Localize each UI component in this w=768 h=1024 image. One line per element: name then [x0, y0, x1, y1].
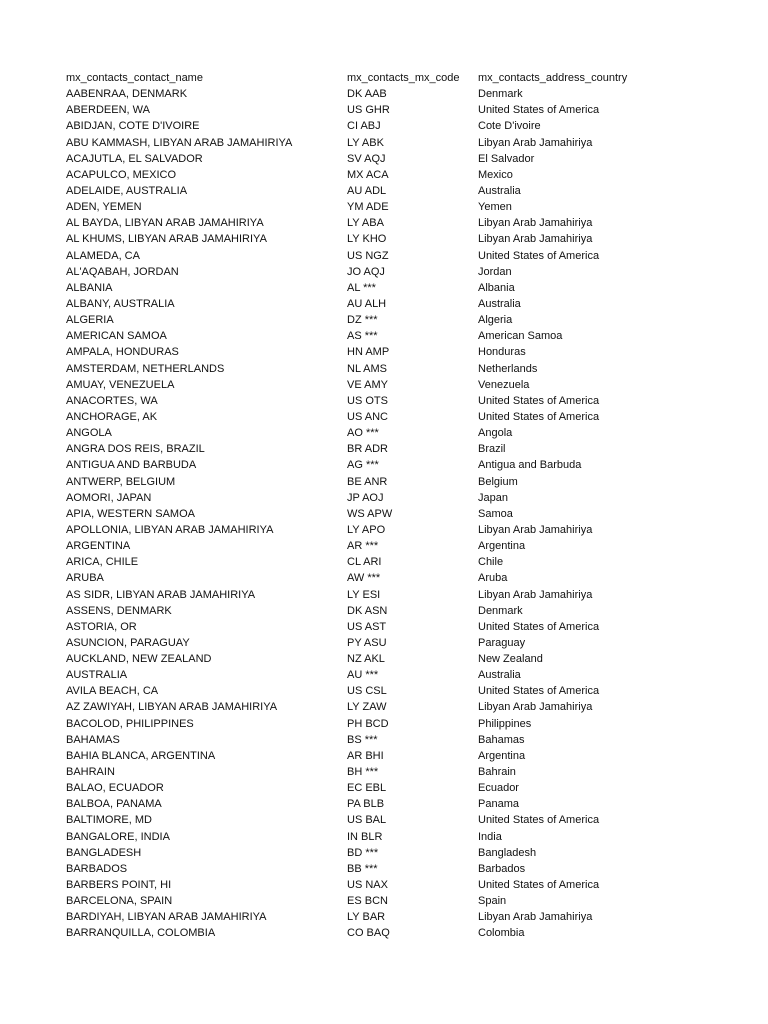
cell-mx-code: CO BAQ: [347, 927, 390, 940]
cell-mx-code: US GHR: [347, 104, 390, 117]
cell-contact-name: ASSENS, DENMARK: [66, 604, 172, 617]
table-row: [66, 877, 746, 893]
cell-address-country: Angola: [478, 427, 513, 440]
cell-contact-name: AOMORI, JAPAN: [66, 491, 152, 504]
table-row: [66, 151, 746, 167]
cell-mx-code: AW ***: [347, 572, 381, 585]
table-row: [66, 506, 746, 522]
table-row: [66, 312, 746, 328]
cell-contact-name: ANTIGUA AND BARBUDA: [66, 459, 197, 472]
cell-mx-code: AU ADL: [347, 184, 387, 197]
cell-mx-code: LY ABA: [347, 217, 384, 230]
column-header-contact-name: mx_contacts_contact_name: [66, 72, 203, 84]
cell-contact-name: BARCELONA, SPAIN: [66, 895, 173, 908]
cell-address-country: Aruba: [478, 572, 508, 585]
cell-address-country: Libyan Arab Jamahiriya: [478, 588, 593, 601]
cell-mx-code: PH BCD: [347, 717, 389, 730]
cell-contact-name: ALAMEDA, CA: [66, 249, 140, 262]
cell-contact-name: AVILA BEACH, CA: [66, 685, 159, 698]
cell-address-country: United States of America: [478, 879, 600, 892]
table-row: [66, 796, 746, 812]
cell-address-country: El Salvador: [478, 152, 535, 165]
cell-contact-name: APOLLONIA, LIBYAN ARAB JAMAHIRIYA: [66, 523, 274, 536]
table-row: [66, 328, 746, 344]
table-row: [66, 409, 746, 425]
cell-address-country: Argentina: [478, 749, 526, 762]
cell-address-country: Ecuador: [478, 782, 519, 795]
cell-mx-code: LY ZAW: [347, 701, 387, 714]
cell-contact-name: AL BAYDA, LIBYAN ARAB JAMAHIRIYA: [66, 217, 264, 230]
cell-address-country: Bahamas: [478, 733, 525, 746]
table-row: [66, 829, 746, 845]
table-row: [66, 361, 746, 377]
data-table: [66, 70, 746, 942]
table-row: [66, 651, 746, 667]
cell-contact-name: ACAJUTLA, EL SALVADOR: [66, 152, 203, 165]
table-row: [66, 425, 746, 441]
cell-mx-code: NL AMS: [347, 362, 387, 375]
cell-mx-code: SV AQJ: [347, 152, 386, 165]
table-row: [66, 183, 746, 199]
cell-address-country: Australia: [478, 184, 521, 197]
cell-address-country: Samoa: [478, 507, 513, 520]
table-row: [66, 780, 746, 796]
cell-contact-name: ANGRA DOS REIS, BRAZIL: [66, 443, 205, 456]
cell-mx-code: US AST: [347, 620, 387, 633]
cell-mx-code: IN BLR: [347, 830, 383, 843]
table-row: [66, 199, 746, 215]
cell-contact-name: AL'AQABAH, JORDAN: [66, 265, 179, 278]
cell-contact-name: ALBANY, AUSTRALIA: [66, 297, 175, 310]
cell-address-country: United States of America: [478, 685, 600, 698]
cell-mx-code: US OTS: [347, 394, 388, 407]
table-row: [66, 377, 746, 393]
table-header-row: [66, 70, 746, 86]
cell-address-country: Chile: [478, 556, 504, 569]
cell-address-country: Antigua and Barbuda: [478, 459, 582, 472]
table-row: [66, 522, 746, 538]
cell-address-country: Mexico: [478, 168, 513, 181]
cell-mx-code: CL ARI: [347, 556, 382, 569]
cell-mx-code: BR ADR: [347, 443, 388, 456]
cell-mx-code: EC EBL: [347, 782, 387, 795]
cell-address-country: Netherlands: [478, 362, 538, 375]
cell-mx-code: JP AOJ: [347, 491, 384, 504]
cell-address-country: United States of America: [478, 104, 600, 117]
column-header-mx-code: mx_contacts_mx_code: [347, 72, 460, 84]
cell-address-country: United States of America: [478, 249, 600, 262]
cell-contact-name: BAHIA BLANCA, ARGENTINA: [66, 749, 216, 762]
column-header-address-country: mx_contacts_address_country: [478, 72, 628, 84]
cell-contact-name: BARBADOS: [66, 862, 128, 875]
table-row: [66, 344, 746, 360]
cell-contact-name: BACOLOD, PHILIPPINES: [66, 717, 194, 730]
cell-mx-code: NZ AKL: [347, 653, 385, 666]
cell-address-country: Australia: [478, 669, 521, 682]
cell-address-country: Bangladesh: [478, 846, 537, 859]
cell-mx-code: DK AAB: [347, 88, 387, 101]
cell-contact-name: ALBANIA: [66, 281, 113, 294]
table-row: [66, 619, 746, 635]
cell-contact-name: ABU KAMMASH, LIBYAN ARAB JAMAHIRIYA: [66, 136, 293, 149]
table-row: [66, 135, 746, 151]
table-row: [66, 167, 746, 183]
cell-mx-code: BE ANR: [347, 475, 388, 488]
cell-mx-code: US ANC: [347, 410, 388, 423]
cell-mx-code: DZ ***: [347, 314, 378, 327]
cell-mx-code: BS ***: [347, 733, 378, 746]
cell-address-country: Japan: [478, 491, 508, 504]
cell-address-country: Libyan Arab Jamahiriya: [478, 136, 593, 149]
cell-address-country: Paraguay: [478, 636, 526, 649]
cell-address-country: Yemen: [478, 201, 512, 214]
table-row: [66, 845, 746, 861]
cell-mx-code: VE AMY: [347, 378, 388, 391]
cell-address-country: United States of America: [478, 620, 600, 633]
cell-contact-name: AMSTERDAM, NETHERLANDS: [66, 362, 225, 375]
cell-mx-code: MX ACA: [347, 168, 389, 181]
cell-address-country: United States of America: [478, 814, 600, 827]
table-row: [66, 490, 746, 506]
cell-contact-name: APIA, WESTERN SAMOA: [66, 507, 195, 520]
cell-address-country: Argentina: [478, 540, 526, 553]
cell-contact-name: AMERICAN SAMOA: [66, 330, 167, 343]
cell-contact-name: ANGOLA: [66, 427, 112, 440]
cell-contact-name: BARDIYAH, LIBYAN ARAB JAMAHIRIYA: [66, 911, 267, 924]
table-row: [66, 699, 746, 715]
table-row: [66, 296, 746, 312]
cell-mx-code: HN AMP: [347, 346, 390, 359]
cell-address-country: Algeria: [478, 314, 513, 327]
cell-mx-code: PY ASU: [347, 636, 387, 649]
table-row: [66, 118, 746, 134]
cell-mx-code: BD ***: [347, 846, 379, 859]
table-row: [66, 716, 746, 732]
cell-address-country: United States of America: [478, 394, 600, 407]
table-row: [66, 554, 746, 570]
cell-mx-code: BH ***: [347, 766, 379, 779]
cell-address-country: Panama: [478, 798, 519, 811]
table-row: [66, 215, 746, 231]
cell-address-country: Libyan Arab Jamahiriya: [478, 701, 593, 714]
cell-mx-code: AG ***: [347, 459, 379, 472]
cell-address-country: Philippines: [478, 717, 532, 730]
cell-address-country: Colombia: [478, 927, 525, 940]
cell-address-country: New Zealand: [478, 653, 543, 666]
cell-address-country: Denmark: [478, 88, 523, 101]
cell-address-country: Venezuela: [478, 378, 530, 391]
cell-mx-code: AR ***: [347, 540, 379, 553]
table-body: [66, 86, 746, 941]
cell-address-country: Denmark: [478, 604, 523, 617]
cell-contact-name: BARBERS POINT, HI: [66, 879, 172, 892]
table-row: [66, 764, 746, 780]
cell-contact-name: ACAPULCO, MEXICO: [66, 168, 177, 181]
cell-contact-name: ABIDJAN, COTE D'IVOIRE: [66, 120, 200, 133]
cell-contact-name: AUCKLAND, NEW ZEALAND: [66, 653, 212, 666]
cell-contact-name: ASTORIA, OR: [66, 620, 137, 633]
cell-contact-name: ADELAIDE, AUSTRALIA: [66, 184, 188, 197]
cell-address-country: Libyan Arab Jamahiriya: [478, 523, 593, 536]
cell-contact-name: ANACORTES, WA: [66, 394, 158, 407]
cell-mx-code: AR BHI: [347, 749, 384, 762]
cell-mx-code: AL ***: [347, 281, 376, 294]
cell-mx-code: LY ABK: [347, 136, 384, 149]
cell-contact-name: BALAO, ECUADOR: [66, 782, 164, 795]
cell-contact-name: BANGLADESH: [66, 846, 142, 859]
cell-address-country: Barbados: [478, 862, 526, 875]
cell-mx-code: US BAL: [347, 814, 387, 827]
cell-address-country: American Samoa: [478, 330, 563, 343]
cell-address-country: Libyan Arab Jamahiriya: [478, 233, 593, 246]
cell-contact-name: BANGALORE, INDIA: [66, 830, 170, 843]
cell-address-country: Libyan Arab Jamahiriya: [478, 217, 593, 230]
table-row: [66, 86, 746, 102]
cell-contact-name: AL KHUMS, LIBYAN ARAB JAMAHIRIYA: [66, 233, 267, 246]
cell-contact-name: BAHRAIN: [66, 766, 115, 779]
cell-address-country: United States of America: [478, 410, 600, 423]
cell-address-country: Bahrain: [478, 766, 516, 779]
cell-mx-code: PA BLB: [347, 798, 385, 811]
cell-mx-code: LY BAR: [347, 911, 386, 924]
cell-contact-name: AUSTRALIA: [66, 669, 128, 682]
table-row: [66, 748, 746, 764]
cell-address-country: Cote D'ivoire: [478, 120, 541, 133]
table-row: [66, 603, 746, 619]
table-row: [66, 925, 746, 941]
cell-contact-name: BAHAMAS: [66, 733, 120, 746]
table-row: [66, 732, 746, 748]
table-row: [66, 812, 746, 828]
cell-contact-name: ARGENTINA: [66, 540, 131, 553]
cell-contact-name: ADEN, YEMEN: [66, 201, 142, 214]
cell-mx-code: ES BCN: [347, 895, 388, 908]
cell-address-country: Albania: [478, 281, 515, 294]
cell-address-country: Belgium: [478, 475, 518, 488]
table-row: [66, 893, 746, 909]
table-row: [66, 474, 746, 490]
cell-contact-name: ANCHORAGE, AK: [66, 410, 158, 423]
cell-mx-code: LY APO: [347, 523, 386, 536]
table-row: [66, 667, 746, 683]
cell-mx-code: JO AQJ: [347, 265, 385, 278]
cell-mx-code: BB ***: [347, 862, 378, 875]
cell-mx-code: CI ABJ: [347, 120, 381, 133]
cell-mx-code: AO ***: [347, 427, 379, 440]
table-row: [66, 683, 746, 699]
table-row: [66, 587, 746, 603]
cell-address-country: Brazil: [478, 443, 506, 456]
cell-address-country: Jordan: [478, 265, 512, 278]
cell-contact-name: ASUNCION, PARAGUAY: [66, 636, 190, 649]
table-row: [66, 102, 746, 118]
cell-mx-code: YM ADE: [347, 201, 389, 214]
cell-contact-name: AMPALA, HONDURAS: [66, 346, 179, 359]
cell-mx-code: AS ***: [347, 330, 378, 343]
table-row: [66, 264, 746, 280]
table-row: [66, 861, 746, 877]
table-row: [66, 280, 746, 296]
table-row: [66, 248, 746, 264]
cell-contact-name: ALGERIA: [66, 314, 114, 327]
cell-address-country: Spain: [478, 895, 507, 908]
cell-mx-code: US CSL: [347, 685, 387, 698]
cell-mx-code: LY KHO: [347, 233, 387, 246]
cell-mx-code: US NAX: [347, 879, 388, 892]
cell-address-country: Australia: [478, 297, 521, 310]
cell-contact-name: ARUBA: [66, 572, 104, 585]
cell-mx-code: US NGZ: [347, 249, 389, 262]
cell-contact-name: ABERDEEN, WA: [66, 104, 150, 117]
table-row: [66, 635, 746, 651]
cell-address-country: Libyan Arab Jamahiriya: [478, 911, 593, 924]
cell-contact-name: BALBOA, PANAMA: [66, 798, 162, 811]
table-row: [66, 231, 746, 247]
table-row: [66, 393, 746, 409]
cell-mx-code: LY ESI: [347, 588, 381, 601]
cell-contact-name: AS SIDR, LIBYAN ARAB JAMAHIRIYA: [66, 588, 256, 601]
cell-contact-name: AMUAY, VENEZUELA: [66, 378, 175, 391]
table-row: [66, 457, 746, 473]
cell-contact-name: AZ ZAWIYAH, LIBYAN ARAB JAMAHIRIYA: [66, 701, 278, 714]
cell-mx-code: WS APW: [347, 507, 393, 520]
table-row: [66, 538, 746, 554]
cell-contact-name: ANTWERP, BELGIUM: [66, 475, 176, 488]
table-row: [66, 909, 746, 925]
cell-address-country: India: [478, 830, 502, 843]
cell-mx-code: AU ***: [347, 669, 379, 682]
cell-contact-name: BARRANQUILLA, COLOMBIA: [66, 927, 216, 940]
table-row: [66, 570, 746, 586]
cell-mx-code: AU ALH: [347, 297, 387, 310]
cell-mx-code: DK ASN: [347, 604, 388, 617]
cell-contact-name: BALTIMORE, MD: [66, 814, 152, 827]
table-row: [66, 441, 746, 457]
cell-contact-name: AABENRAA, DENMARK: [66, 88, 188, 101]
cell-address-country: Honduras: [478, 346, 526, 359]
cell-contact-name: ARICA, CHILE: [66, 556, 139, 569]
